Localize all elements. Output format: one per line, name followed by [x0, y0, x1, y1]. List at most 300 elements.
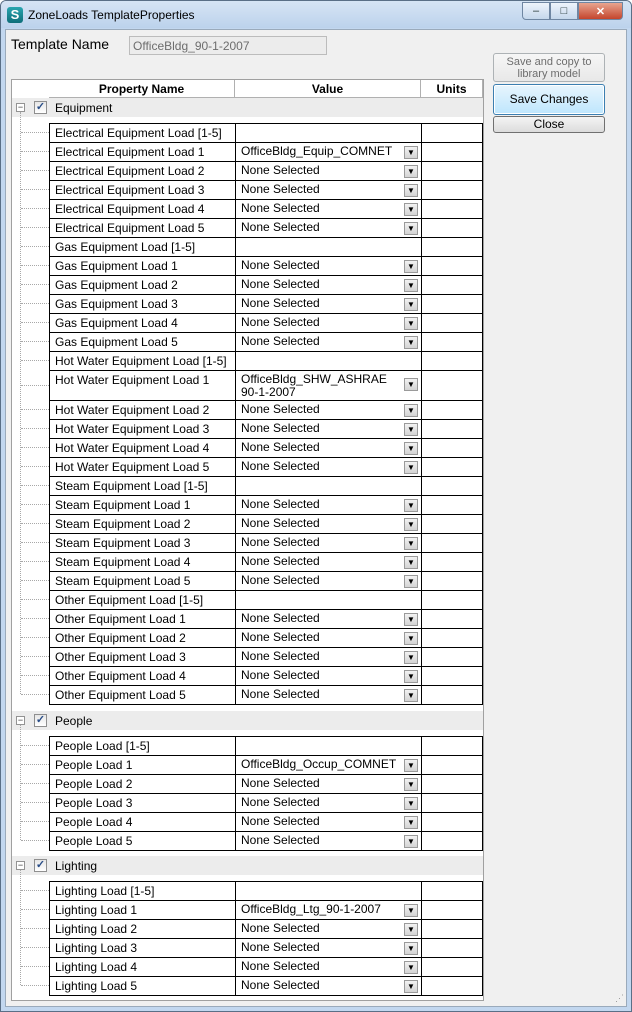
property-name: Electrical Equipment Load 4	[50, 200, 236, 218]
property-name: Gas Equipment Load [1-5]	[50, 238, 236, 256]
value-text: OfficeBldg_Occup_COMNET	[241, 757, 397, 771]
tree-connector-stub	[21, 428, 49, 429]
property-value[interactable]	[236, 371, 422, 400]
tree-connector-stub	[21, 618, 49, 619]
dropdown-arrow-icon[interactable]: ▼	[404, 632, 418, 645]
property-name: Lighting Load 3	[50, 939, 236, 957]
tree-connector-stub	[21, 802, 49, 803]
property-row[interactable]	[50, 257, 483, 276]
collapse-expander-icon[interactable]: −	[17, 102, 24, 112]
property-value[interactable]	[236, 686, 422, 704]
value-text: None Selected	[241, 611, 320, 625]
property-row[interactable]	[50, 958, 483, 977]
tree-connector-stub	[21, 303, 49, 304]
property-units	[422, 314, 483, 332]
value-text: None Selected	[241, 776, 320, 790]
property-name: Hot Water Equipment Load 1	[50, 371, 236, 400]
property-value[interactable]	[236, 257, 422, 275]
property-name: People Load 1	[50, 756, 236, 774]
property-value[interactable]	[236, 439, 422, 457]
property-name: Other Equipment Load 1	[50, 610, 236, 628]
minimize-button[interactable]: –	[522, 2, 550, 20]
dropdown-arrow-icon[interactable]: ▼	[404, 222, 418, 235]
title-bar[interactable]	[1, 1, 631, 28]
value-text: None Selected	[241, 220, 320, 234]
value-text: None Selected	[241, 921, 320, 935]
property-row[interactable]	[50, 977, 483, 996]
property-row[interactable]	[50, 219, 483, 238]
resize-grip-icon[interactable]: ⋰	[615, 993, 622, 1003]
tree-connector-stub	[21, 385, 49, 386]
property-units	[422, 756, 483, 774]
tree-connector-stub	[21, 890, 49, 891]
property-units	[422, 401, 483, 419]
property-grid[interactable]	[11, 79, 484, 1001]
property-row[interactable]	[50, 352, 483, 371]
property-name: People Load 4	[50, 813, 236, 831]
property-row[interactable]	[50, 901, 483, 920]
property-name: Lighting Load 1	[50, 901, 236, 919]
property-units	[422, 352, 483, 370]
property-units	[422, 143, 483, 161]
dropdown-arrow-icon[interactable]: ▼	[404, 165, 418, 178]
property-row[interactable]	[50, 439, 483, 458]
tree-connector-stub	[21, 208, 49, 209]
property-value[interactable]	[236, 496, 422, 514]
property-name: Other Equipment Load 4	[50, 667, 236, 685]
property-row[interactable]	[50, 591, 483, 610]
property-row[interactable]	[50, 477, 483, 496]
property-row[interactable]	[50, 920, 483, 939]
tree-connector-stub	[21, 966, 49, 967]
property-value[interactable]	[236, 458, 422, 476]
dropdown-arrow-icon[interactable]: ▼	[404, 518, 418, 531]
dropdown-arrow-icon[interactable]: ▼	[404, 404, 418, 417]
property-name: People Load 3	[50, 794, 236, 812]
property-units	[422, 610, 483, 628]
property-units	[422, 648, 483, 666]
property-value[interactable]	[236, 977, 422, 995]
property-units	[422, 901, 483, 919]
dropdown-arrow-icon[interactable]: ▼	[404, 904, 418, 917]
property-value[interactable]	[236, 756, 422, 774]
property-units	[422, 200, 483, 218]
property-name: Electrical Equipment Load 1	[50, 143, 236, 161]
property-row[interactable]	[50, 276, 483, 295]
property-units	[422, 939, 483, 957]
property-row[interactable]	[50, 813, 483, 832]
property-name: Lighting Load 4	[50, 958, 236, 976]
property-row[interactable]	[50, 371, 483, 401]
tree-connector-stub	[21, 189, 49, 190]
group-label: People	[55, 714, 93, 728]
property-name: Electrical Equipment Load [1-5]	[50, 124, 236, 142]
property-value[interactable]	[236, 958, 422, 976]
property-name: Lighting Load [1-5]	[50, 882, 236, 900]
value-text: None Selected	[241, 440, 320, 454]
property-row[interactable]	[50, 238, 483, 257]
property-units	[422, 515, 483, 533]
dropdown-arrow-icon[interactable]: ▼	[404, 184, 418, 197]
dropdown-arrow-icon[interactable]: ▼	[404, 670, 418, 683]
property-value[interactable]	[236, 200, 422, 218]
collapse-expander-icon[interactable]: −	[17, 860, 24, 870]
property-name: Gas Equipment Load 1	[50, 257, 236, 275]
dropdown-arrow-icon[interactable]: ▼	[404, 499, 418, 512]
tree-connector-stub	[21, 447, 49, 448]
value-text: OfficeBldg_Equip_COMNET	[241, 144, 393, 158]
value-text: OfficeBldg_Ltg_90-1-2007	[241, 902, 381, 916]
property-row[interactable]	[50, 420, 483, 439]
property-units	[422, 333, 483, 351]
tree-connector-stub	[21, 523, 49, 524]
property-table-people	[49, 736, 483, 851]
property-name: Electrical Equipment Load 3	[50, 181, 236, 199]
property-units	[422, 162, 483, 180]
property-value[interactable]	[236, 775, 422, 793]
property-value[interactable]	[236, 162, 422, 180]
property-row[interactable]	[50, 610, 483, 629]
property-row[interactable]	[50, 458, 483, 477]
property-value[interactable]	[236, 920, 422, 938]
property-units	[422, 238, 483, 256]
property-value[interactable]	[236, 352, 422, 370]
value-text: None Selected	[241, 182, 320, 196]
value-text: None Selected	[241, 258, 320, 272]
tree-connector-stub	[21, 151, 49, 152]
value-text: None Selected	[241, 535, 320, 549]
property-name: People Load 5	[50, 832, 236, 850]
property-name: Other Equipment Load [1-5]	[50, 591, 236, 609]
property-units	[422, 832, 483, 850]
tree-connector-stub	[21, 246, 49, 247]
property-name: Electrical Equipment Load 5	[50, 219, 236, 237]
tree-connector-stub	[21, 284, 49, 285]
property-value[interactable]	[236, 591, 422, 609]
property-row[interactable]	[50, 333, 483, 352]
property-row[interactable]	[50, 314, 483, 333]
property-units	[422, 181, 483, 199]
tree-connector-stub	[21, 675, 49, 676]
property-value[interactable]	[236, 553, 422, 571]
property-row[interactable]	[50, 667, 483, 686]
dropdown-arrow-icon[interactable]: ▼	[404, 146, 418, 159]
property-name: Hot Water Equipment Load [1-5]	[50, 352, 236, 370]
property-table-lighting	[49, 881, 483, 996]
property-value[interactable]	[236, 181, 422, 199]
maximize-button[interactable]: □	[550, 2, 578, 20]
dropdown-arrow-icon[interactable]: ▼	[404, 961, 418, 974]
property-value[interactable]	[236, 794, 422, 812]
property-name: Steam Equipment Load [1-5]	[50, 477, 236, 495]
property-value[interactable]	[236, 276, 422, 294]
value-text: None Selected	[241, 833, 320, 847]
value-text: None Selected	[241, 649, 320, 663]
property-name: People Load 2	[50, 775, 236, 793]
property-row[interactable]	[50, 496, 483, 515]
tree-connector-stub	[21, 466, 49, 467]
property-units	[422, 124, 483, 142]
value-text: None Selected	[241, 978, 320, 992]
dropdown-arrow-icon[interactable]: ▼	[404, 835, 418, 848]
tree-connector-stub	[21, 170, 49, 171]
tree-connector-stub	[21, 928, 49, 929]
property-name: Steam Equipment Load 3	[50, 534, 236, 552]
property-row[interactable]	[50, 648, 483, 667]
value-text: None Selected	[241, 421, 320, 435]
property-units	[422, 958, 483, 976]
column-header-value[interactable]: Value	[235, 80, 421, 98]
dropdown-arrow-icon[interactable]: ▼	[404, 317, 418, 330]
property-value[interactable]	[236, 832, 422, 850]
property-value[interactable]	[236, 333, 422, 351]
property-name: Lighting Load 5	[50, 977, 236, 995]
property-value[interactable]	[236, 124, 422, 142]
dropdown-arrow-icon[interactable]: ▼	[404, 298, 418, 311]
property-value[interactable]	[236, 477, 422, 495]
property-row[interactable]	[50, 882, 483, 901]
property-row[interactable]	[50, 756, 483, 775]
tree-connector-line	[20, 112, 21, 694]
save-and-copy-button[interactable]: Save and copy to library model	[493, 53, 605, 82]
property-value[interactable]	[236, 648, 422, 666]
tree-connector-stub	[21, 821, 49, 822]
value-text: None Selected	[241, 315, 320, 329]
property-name: Hot Water Equipment Load 3	[50, 420, 236, 438]
property-name: Steam Equipment Load 4	[50, 553, 236, 571]
property-name: Electrical Equipment Load 2	[50, 162, 236, 180]
property-units	[422, 477, 483, 495]
collapse-expander-icon[interactable]: −	[17, 715, 24, 725]
tree-connector-stub	[21, 764, 49, 765]
property-name: Hot Water Equipment Load 2	[50, 401, 236, 419]
property-name: Gas Equipment Load 5	[50, 333, 236, 351]
property-value[interactable]	[236, 610, 422, 628]
property-units	[422, 813, 483, 831]
tree-connector-stub	[21, 504, 49, 505]
tree-connector-stub	[21, 227, 49, 228]
property-name: Gas Equipment Load 4	[50, 314, 236, 332]
close-button[interactable]: Close	[493, 116, 605, 133]
property-row[interactable]	[50, 124, 483, 143]
dropdown-arrow-icon[interactable]: ▼	[404, 575, 418, 588]
template-name-field[interactable]: OfficeBldg_90-1-2007	[129, 36, 327, 55]
property-row[interactable]	[50, 553, 483, 572]
property-value[interactable]	[236, 939, 422, 957]
tree-connector-stub	[21, 360, 49, 361]
property-units	[422, 629, 483, 647]
property-units	[422, 686, 483, 704]
tree-connector-stub	[21, 909, 49, 910]
property-units	[422, 794, 483, 812]
property-units	[422, 920, 483, 938]
column-header-units[interactable]: Units	[421, 80, 483, 98]
property-value[interactable]	[236, 238, 422, 256]
property-name: Other Equipment Load 5	[50, 686, 236, 704]
property-name: Steam Equipment Load 5	[50, 572, 236, 590]
group-label: Equipment	[55, 101, 113, 115]
dropdown-arrow-icon[interactable]: ▼	[404, 816, 418, 829]
property-row[interactable]	[50, 181, 483, 200]
save-changes-button[interactable]: Save Changes	[493, 84, 605, 115]
tree-connector-stub	[21, 840, 49, 841]
property-row[interactable]	[50, 515, 483, 534]
dropdown-arrow-icon[interactable]: ▼	[404, 423, 418, 436]
tree-connector-stub	[21, 542, 49, 543]
property-units	[422, 371, 483, 400]
property-units	[422, 276, 483, 294]
dropdown-arrow-icon[interactable]: ▼	[404, 778, 418, 791]
dropdown-arrow-icon[interactable]: ▼	[404, 556, 418, 569]
property-value[interactable]	[236, 901, 422, 919]
dropdown-arrow-icon[interactable]: ▼	[404, 980, 418, 993]
property-value[interactable]	[236, 629, 422, 647]
tree-connector-stub	[21, 265, 49, 266]
property-units	[422, 882, 483, 900]
property-name: Hot Water Equipment Load 5	[50, 458, 236, 476]
property-row[interactable]	[50, 200, 483, 219]
value-text: None Selected	[241, 459, 320, 473]
value-text: None Selected	[241, 334, 320, 348]
property-row[interactable]	[50, 629, 483, 648]
value-text: None Selected	[241, 516, 320, 530]
property-row[interactable]	[50, 686, 483, 705]
property-row[interactable]	[50, 295, 483, 314]
tree-connector-stub	[21, 409, 49, 410]
window-close-button[interactable]: ✕	[578, 2, 623, 20]
property-units	[422, 977, 483, 995]
tree-connector-stub	[21, 322, 49, 323]
dropdown-arrow-icon[interactable]: ▼	[404, 537, 418, 550]
group-checkbox[interactable]: ✓	[35, 101, 46, 113]
group-header-people	[12, 711, 483, 730]
value-text: None Selected	[241, 630, 320, 644]
property-value[interactable]	[236, 515, 422, 533]
dropdown-arrow-icon[interactable]: ▼	[404, 923, 418, 936]
property-name: Lighting Load 2	[50, 920, 236, 938]
group-label: Lighting	[55, 859, 98, 873]
property-row[interactable]	[50, 737, 483, 756]
group-header-lighting	[12, 856, 483, 875]
tree-connector-stub	[21, 656, 49, 657]
property-name: Other Equipment Load 2	[50, 629, 236, 647]
dropdown-arrow-icon[interactable]: ▼	[404, 689, 418, 702]
value-text: None Selected	[241, 163, 320, 177]
property-value[interactable]	[236, 813, 422, 831]
property-units	[422, 667, 483, 685]
dropdown-arrow-icon[interactable]: ▼	[404, 759, 418, 772]
property-name: Gas Equipment Load 3	[50, 295, 236, 313]
property-row[interactable]	[50, 939, 483, 958]
tree-connector-stub	[21, 947, 49, 948]
property-value[interactable]	[236, 295, 422, 313]
property-value[interactable]	[236, 314, 422, 332]
value-text: None Selected	[241, 277, 320, 291]
value-text: None Selected	[241, 554, 320, 568]
dropdown-arrow-icon[interactable]: ▼	[404, 442, 418, 455]
property-units	[422, 439, 483, 457]
property-value[interactable]	[236, 401, 422, 419]
value-text: None Selected	[241, 573, 320, 587]
property-value[interactable]	[236, 667, 422, 685]
group-header-equipment	[12, 98, 483, 117]
value-text: None Selected	[241, 687, 320, 701]
dropdown-arrow-icon[interactable]: ▼	[404, 613, 418, 626]
property-row[interactable]	[50, 162, 483, 181]
dropdown-arrow-icon[interactable]: ▼	[404, 260, 418, 273]
property-value[interactable]	[236, 219, 422, 237]
column-header-property-name[interactable]: Property Name	[49, 80, 235, 98]
value-text: None Selected	[241, 668, 320, 682]
tree-connector-stub	[21, 561, 49, 562]
value-text: None Selected	[241, 402, 320, 416]
value-text: None Selected	[241, 959, 320, 973]
dropdown-arrow-icon[interactable]: ▼	[404, 942, 418, 955]
property-units	[422, 219, 483, 237]
dropdown-arrow-icon[interactable]: ▼	[404, 797, 418, 810]
property-units	[422, 458, 483, 476]
property-units	[422, 420, 483, 438]
property-row[interactable]	[50, 794, 483, 813]
property-name: Other Equipment Load 3	[50, 648, 236, 666]
property-row[interactable]	[50, 572, 483, 591]
dropdown-arrow-icon[interactable]: ▼	[404, 203, 418, 216]
tree-connector-stub	[21, 783, 49, 784]
property-units	[422, 591, 483, 609]
property-row[interactable]	[50, 832, 483, 851]
property-value[interactable]	[236, 572, 422, 590]
property-table-equipment	[49, 123, 483, 705]
property-units	[422, 737, 483, 755]
value-text: None Selected	[241, 814, 320, 828]
dropdown-arrow-icon[interactable]: ▼	[404, 279, 418, 292]
property-name: Steam Equipment Load 1	[50, 496, 236, 514]
app-logo-icon: S	[7, 7, 23, 23]
dropdown-arrow-icon[interactable]: ▼	[404, 461, 418, 474]
tree-connector-stub	[21, 694, 49, 695]
property-value[interactable]	[236, 737, 422, 755]
property-row[interactable]	[50, 143, 483, 162]
property-name: Steam Equipment Load 2	[50, 515, 236, 533]
window-title: ZoneLoads TemplateProperties	[28, 8, 195, 22]
tree-connector-stub	[21, 637, 49, 638]
tree-connector-stub	[21, 580, 49, 581]
dropdown-arrow-icon[interactable]: ▼	[404, 651, 418, 664]
property-row[interactable]	[50, 534, 483, 553]
value-text: None Selected	[241, 201, 320, 215]
tree-connector-stub	[21, 132, 49, 133]
property-value[interactable]	[236, 882, 422, 900]
property-row[interactable]	[50, 401, 483, 420]
value-text: None Selected	[241, 795, 320, 809]
tree-connector-stub	[21, 745, 49, 746]
group-checkbox[interactable]: ✓	[35, 714, 46, 726]
value-text: None Selected	[241, 940, 320, 954]
property-units	[422, 534, 483, 552]
template-name-label: Template Name	[11, 36, 110, 52]
property-units	[422, 257, 483, 275]
group-checkbox[interactable]: ✓	[35, 859, 46, 871]
property-name: People Load [1-5]	[50, 737, 236, 755]
property-units	[422, 775, 483, 793]
property-row[interactable]	[50, 775, 483, 794]
dropdown-arrow-icon[interactable]: ▼	[404, 378, 418, 391]
property-value[interactable]	[236, 143, 422, 161]
value-text: None Selected	[241, 296, 320, 310]
property-value[interactable]	[236, 420, 422, 438]
dropdown-arrow-icon[interactable]: ▼	[404, 336, 418, 349]
property-value[interactable]	[236, 534, 422, 552]
